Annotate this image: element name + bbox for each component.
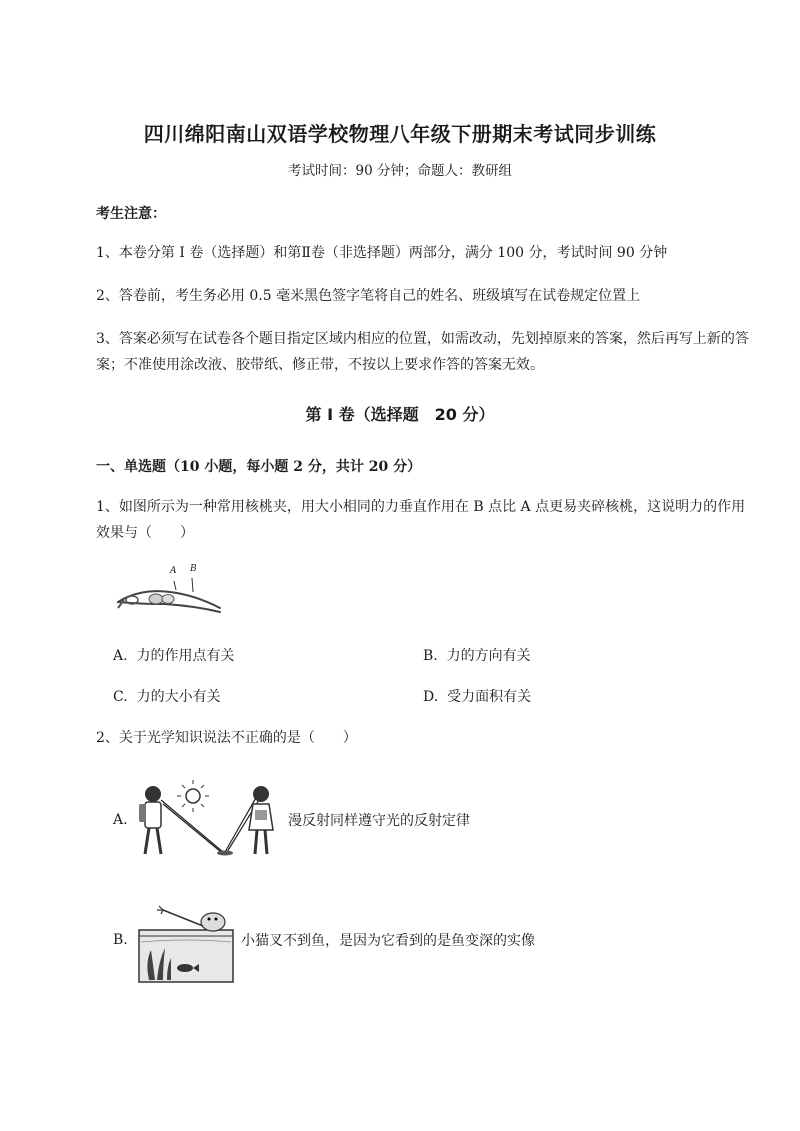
exam-info: 考试时间：90 分钟；命题人：教研组 xyxy=(288,163,512,179)
option-key: B. xyxy=(423,648,438,664)
notice-heading: 考生注意： xyxy=(96,206,166,222)
option-text: 力的作用点有关 xyxy=(136,648,235,664)
figure-label-b: B xyxy=(190,564,197,574)
q1-option-b[interactable] xyxy=(423,645,531,665)
option-text: 受力面积有关 xyxy=(447,689,532,705)
section-title: 第 I 卷（选择题 20 分） xyxy=(305,405,495,424)
page-title: 四川绵阳南山双语学校物理八年级下册期末考试同步训练 xyxy=(143,122,657,146)
question-group-heading: 一、单选题（10 小题，每小题 2 分，共计 20 分） xyxy=(96,459,422,475)
notice-item-1: 1、本卷分第 I 卷（选择题）和第Ⅱ卷（非选择题）两部分，满分 100 分，考试时间 90 分钟 xyxy=(96,245,668,261)
q1-option-d[interactable] xyxy=(423,686,531,706)
figure-label-a: A xyxy=(170,566,177,576)
notice-item-2: 2、答卷前，考生务必用 0.5 毫米黑色签字笔将自己的姓名、班级填写在试卷规定位置上 xyxy=(96,288,641,304)
q2-option-a-key: A. xyxy=(113,812,128,828)
diffuse-reflection-figure xyxy=(133,780,283,862)
option-key: D. xyxy=(423,689,439,705)
q1-option-c[interactable] xyxy=(113,686,221,706)
option-text: 力的方向有关 xyxy=(446,648,531,664)
question-2-stem: 2、关于光学知识说法不正确的是（ ） xyxy=(96,730,357,746)
question-1-stem: 1、如图所示为一种常用核桃夹，用大小相同的力垂直作用在 B 点比 A 点更易夹碎核桃，这说明力的作用效果与（ ） xyxy=(96,499,746,541)
option-key: C. xyxy=(113,689,128,705)
option-key: A. xyxy=(113,648,128,664)
q2-option-b-text[interactable]: 小猫叉不到鱼，是因为它看到的是鱼变深的实像 xyxy=(241,933,535,949)
notice-item-3: 3、答案必须写在试卷各个题目指定区域内相应的位置，如需改动，先划掉原来的答案，然后再写上新的答案；不准使用涂改液、胶带纸、修正带，不按以上要求作答的答案无效。 xyxy=(96,331,749,373)
nutcracker-figure xyxy=(110,562,225,622)
q2-option-a-text[interactable]: 漫反射同样遵守光的反射定律 xyxy=(288,813,470,829)
cat-fishing-figure xyxy=(137,902,237,984)
option-text: 力的大小有关 xyxy=(136,689,221,705)
q2-option-b-key: B. xyxy=(113,932,128,948)
q1-option-a[interactable] xyxy=(113,645,234,665)
